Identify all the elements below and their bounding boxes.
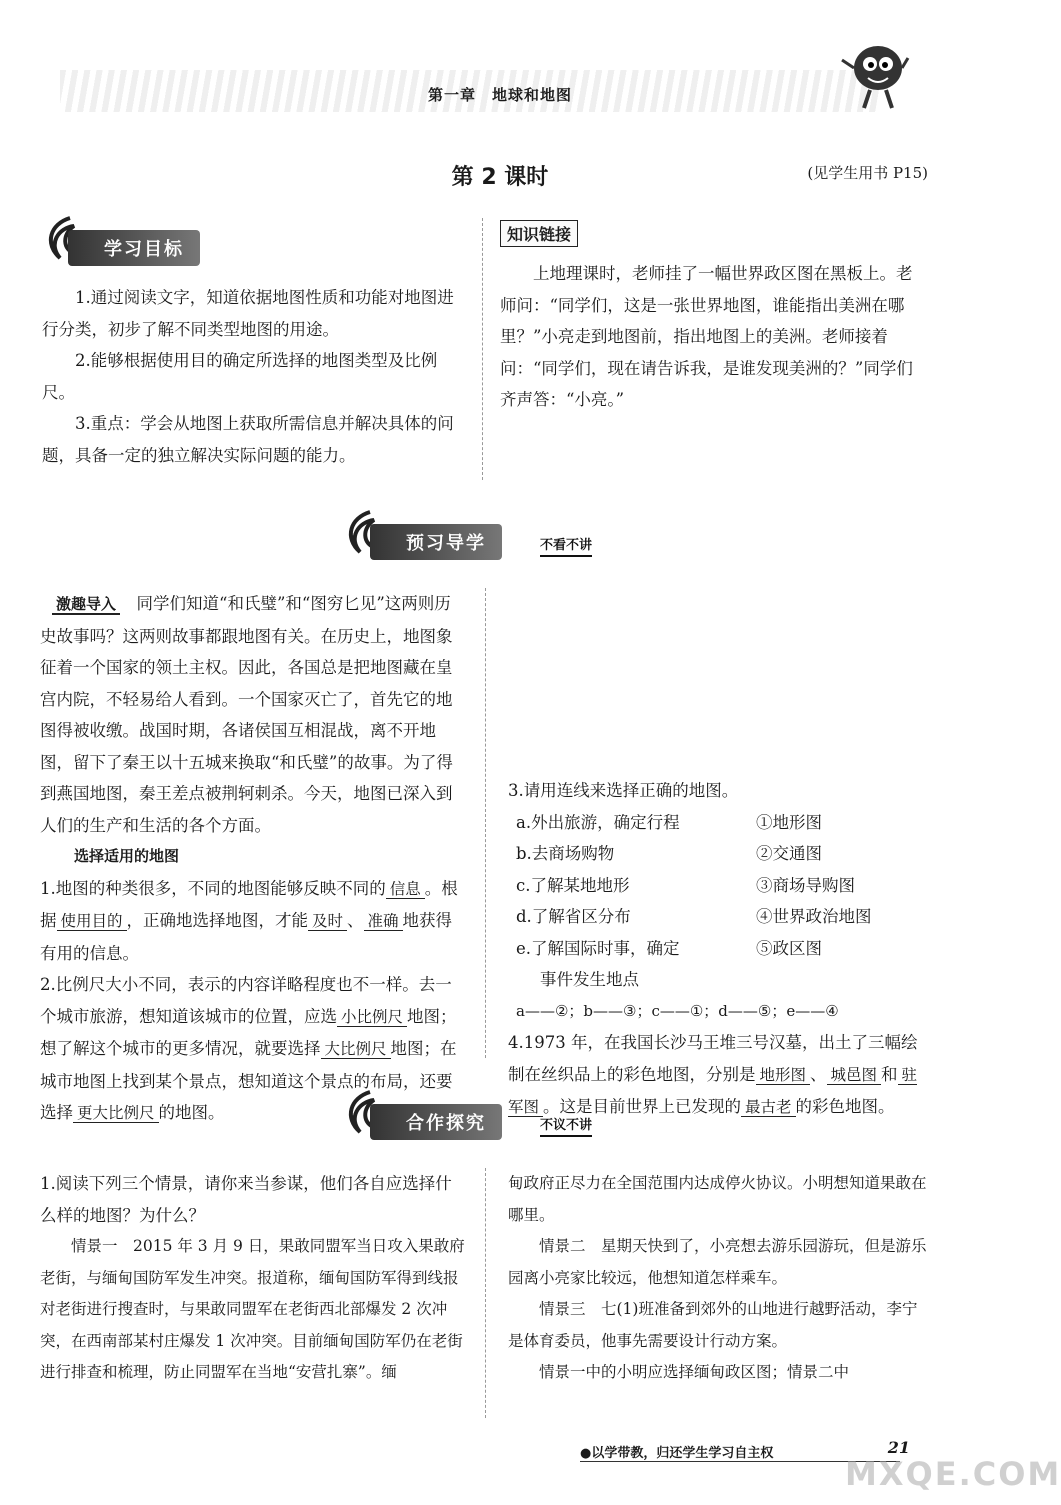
match-right-item: ①地形图 (756, 812, 822, 832)
match-right-item: ③商场导购图 (756, 875, 855, 895)
coop-badge (340, 1098, 640, 1148)
preview-badge-label: 预习导学 (370, 524, 502, 560)
page-number: 21 (887, 1438, 910, 1457)
match-right-item: ⑤政区图 (756, 938, 822, 958)
match-left-item: c.了解某地地形 (516, 875, 630, 895)
objectives-list (42, 282, 462, 471)
preview-right-column (508, 775, 928, 1124)
intro-paragraph (40, 588, 465, 841)
match-right-item: ②交通图 (756, 844, 822, 863)
q4-text: 和 (881, 1064, 898, 1084)
scenario-1: 情景一 2015 年 3 月 9 日，果敢同盟军当日攻入果敢府老街，与缅甸国防军发生冲突。报道称，缅甸国防军得到线报对老街进行搜查时，与果敢同盟军在老街西北部爆发 2 次冲突，在西南部某村庄爆发 1 次冲突。目前缅甸国防军仍在老街进行排查和梳理，防止同盟军在当地“安营扎寨”。缅 (40, 1237, 465, 1381)
knowledge-text-block (500, 258, 920, 416)
q1-text: 1.地图的种类很多，不同的地图能够反映不同的 (40, 878, 386, 898)
chapter-title: 第一章 地球和地图 (427, 86, 572, 104)
q1-text: 地获得有用的信息。 (40, 911, 453, 963)
coop-badge-label: 合作探究 (370, 1104, 502, 1140)
knowledge-text: 上地理课时，老师挂了一幅世界政区图在黑板上。老师问：“同学们，这是一张世界地图，谁能指出美洲在哪里？”小亮走到地图前，指出地图上的美洲。老师接着问：“同学们，现在请告诉我，是谁发现美洲的？”同学们齐声答：“小亮。” (500, 264, 913, 409)
matching-left (508, 807, 756, 996)
preview-tag: 不看不讲 (540, 534, 592, 557)
column-divider (485, 588, 486, 1058)
section-subhead: 选择适用的地图 (74, 847, 180, 865)
coop-answer: 情景一中的小明应选择缅甸政区图；情景二中 (539, 1363, 850, 1381)
objectives-badge-label: 学习目标 (68, 230, 200, 266)
preview-left-column (40, 588, 465, 1130)
coop-tag: 不议不讲 (540, 1114, 592, 1137)
column-divider (485, 1168, 486, 1418)
q3-title: 3.请用连线来选择正确的地图。 (508, 781, 739, 800)
objective-item: 2.能够根据使用目的确定所选择的地图类型及比例尺。 (42, 351, 438, 402)
coop-question: 1.阅读下列三个情景，请你来当参谋，他们各自应选择什么样的地图？为什么？ (40, 1174, 452, 1225)
q3-answer: a——②；b——③；c——①；d——⑤；e——④ (516, 1001, 839, 1020)
q2-text: 地图；在城市地图上找到某个景点，想知道这个景点的布局，还要选择 (40, 1039, 457, 1122)
objective-item: 1.通过阅读文字，知道依据地图性质和功能对地图进行分类，初步了解不同类型地图的用途。 (42, 288, 454, 339)
q4-answer-3: 驻军图 (508, 1065, 918, 1116)
preview-badge (340, 518, 640, 568)
coop-right-column (508, 1168, 928, 1389)
q4-text: 、 (810, 1064, 827, 1084)
match-left-item: e.了解国际时事，确定 (516, 938, 680, 958)
intro-label: 激趣导入 (52, 595, 120, 615)
q1-answer-1: 信息 (386, 880, 425, 899)
match-left-item: 事件发生地点 (540, 970, 639, 989)
objective-item: 3.重点：学会从地图上获取所需信息并解决具体的问题，具备一定的独立解决实际问题的能力。 (42, 414, 454, 465)
match-left-item: b.去商场购物 (516, 844, 615, 863)
mascot-icon (840, 38, 910, 118)
watermark-logo: MXQE.COM (845, 1455, 1061, 1493)
q2-answer-2: 大比例尺 (321, 1040, 391, 1059)
q4-answer-4: 最古老 (741, 1098, 796, 1117)
knowledge-label: 知识链接 (500, 220, 578, 247)
q2-answer-3: 更大比例尺 (73, 1104, 159, 1123)
q4-text: 的彩色地图。 (795, 1097, 895, 1116)
q4-answer-1: 地形图 (756, 1066, 811, 1085)
q2-answer-1: 小比例尺 (337, 1008, 407, 1027)
scenario-1-continued: 甸政府正尽力在全国范围内达成停火协议。小明想知道果敢在哪里。 (508, 1174, 927, 1224)
scenario-3: 情景三 七(1)班准备到郊外的山地进行越野活动，李宁是体育委员，他事先需要设计行动方案。 (508, 1300, 918, 1350)
match-right-item: ④世界政治地图 (756, 907, 872, 926)
footer-slogan: ●以学带教，归还学生学习自主权 (580, 1446, 774, 1461)
q4-text: 。这是目前世界上已发现的 (543, 1097, 742, 1116)
q2-text: 2.比例尺大小不同，表示的内容详略程度也不一样。去一个城市旅游，想知道该城市的位置，应选 (40, 975, 452, 1026)
q1-answer-3: 及时 (308, 912, 347, 931)
matching-right (756, 807, 926, 996)
column-divider (482, 218, 483, 480)
coop-left-column (40, 1168, 465, 1389)
q2-text: 的地图。 (158, 1103, 225, 1122)
matching-table (508, 807, 928, 996)
match-left-item: a.外出旅游，确定行程 (516, 812, 680, 832)
q1-text: ，正确地选择地图，才能 (126, 911, 309, 930)
q1-answer-4: 准确 (364, 912, 403, 931)
q1-text: 。根据 (40, 878, 458, 930)
question-1 (40, 873, 465, 970)
q1-text: 、 (347, 911, 364, 930)
q4-text: 4.1973 年，在我国长沙马王堆三号汉墓，出土了三幅绘制在丝织品上的彩色地图，分别是 (508, 1033, 918, 1084)
q4-answer-2: 城邑图 (827, 1066, 882, 1085)
q2-text: 地图；想了解这个城市的更多情况，就要选择 (40, 1006, 457, 1058)
student-book-ref: (见学生用书 P15) (807, 164, 928, 182)
lesson-title: 第 2 课时 (451, 165, 549, 190)
scenario-2: 情景二 星期天快到了，小亮想去游乐园游玩，但是游乐园离小亮家比较远，他想知道怎样乘车。 (508, 1237, 927, 1287)
intro-text: 同学们知道“和氏璧”和“图穷匕见”这两则历史故事吗？这两则故事都跟地图有关。在历史上，地图象征着一个国家的领土主权。因此，各国总是把地图藏在皇宫内院，不轻易给人看到。一个国家灭亡了，首先它的地图得被收缴。战国时期，各诸侯国互相混战，离不开地图，留下了秦王以十五城来换取“和氏璧”的故事。为了得到燕国地图，秦王差点被荆轲刺杀。今天，地图已深入到人们的生产和生活的各个方面。 (40, 594, 453, 835)
match-left-item: d.了解省区分布 (516, 907, 631, 926)
q1-answer-2: 使用目的 (57, 912, 127, 931)
